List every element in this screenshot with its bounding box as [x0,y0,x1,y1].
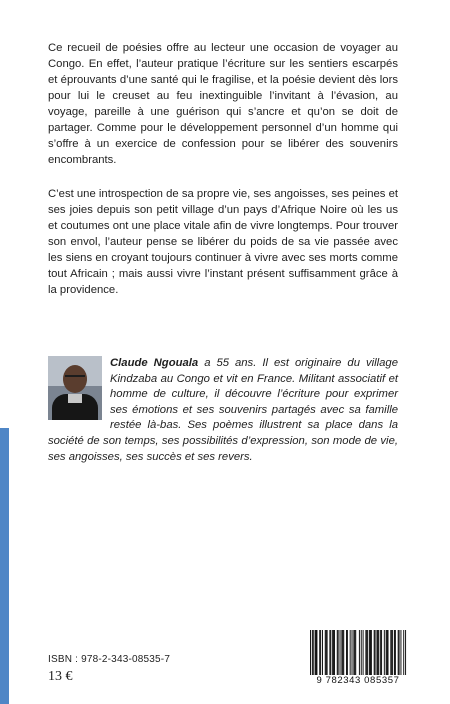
barcode-bar [395,630,396,676]
author-bio [48,356,398,465]
barcode-bar [370,630,371,676]
barcode-bar [376,630,377,676]
barcode-bar [391,630,392,676]
barcode-bar [325,630,326,676]
barcode-bar [320,630,321,676]
barcode-bar [398,630,399,676]
barcode-bar [338,630,339,676]
author-name: Claude Ngouala [110,357,199,369]
price: 13 € [48,669,73,684]
barcode-bar [363,630,364,676]
barcode-bar [366,630,367,676]
barcode-bar [381,630,382,676]
barcode-bar [334,630,335,676]
barcode-bar [350,630,351,676]
barcode-bar [312,630,313,676]
barcode-bar [316,630,317,676]
isbn-barcode [308,630,408,686]
barcode-bar [399,630,400,676]
barcode-bar [365,630,366,676]
barcode-bar [367,630,368,676]
spine-accent-stripe [0,428,9,704]
barcode-bar [354,630,355,676]
isbn-number: ISBN : 978-2-343-08535-7 [48,654,171,665]
barcode-bar [352,630,353,676]
author-bio-text: a 55 ans. Il est originaire du village Kindzaba au Congo et vit en France. Militant associatif et homme de culture, il découvre l’écriture pour exprimer ses émotions et ses souvenirs partagés avec sa famille restée là-bas. Ses poèmes illustrent sa place dans la société de son temps, ses possibilités d’expression, son mode de vie, ses angoisses, ses succès et ses revers. [48,357,399,463]
author-photo [48,356,102,420]
barcode-bars [308,630,408,676]
barcode-bar [388,630,389,676]
barcode-bar [369,630,370,676]
blurb-paragraph-2: C’est une introspection de sa propre vie, ses angoisses, ses peines et ses joies depuis son petit village d’un pays d’Afrique Noire où les us et coutumes ont une place vitale afin de vivre longtemps. Pour trouver son envol, l’auteur pense se libérer du poids de sa vie passée avec les siens en croyant toujours continuer à vivre avec ses morts comme tout Africain ; mais aussi vivre l’instant présent suffisamment grâce à la providence. [48,188,398,296]
barcode-bar [390,630,391,676]
barcode-bar [371,630,372,676]
barcode-digits: 9 782343 085357 [308,675,408,686]
barcode-bar [392,630,393,676]
barcode-bar [332,630,333,676]
barcode-bar [378,630,379,676]
barcode-bar [405,630,406,676]
barcode-bar [330,630,331,676]
barcode-bar [313,630,314,676]
barcode-bar [316,630,317,676]
barcode-bar [343,630,344,676]
barcode-bar [384,630,385,676]
barcode-bar [326,630,327,676]
barcode-bar [361,630,362,676]
barcode-bar [341,630,342,676]
barcode-bar [355,630,356,676]
barcode-bar [386,630,387,676]
barcode-bar [342,630,343,676]
barcode-bar [340,630,341,676]
barcode-bar [333,630,334,676]
barcode-bar [403,630,404,676]
barcode-bar [319,630,320,676]
barcode-bar [380,630,381,676]
barcode-bar [347,630,348,676]
barcode-bar [346,630,347,676]
barcode-bar [400,630,401,676]
barcode-bar [329,630,330,676]
barcode-bar [359,630,360,676]
barcode-bar [377,630,378,676]
barcode-bar [353,630,354,676]
barcode-bar [394,630,395,676]
barcode-bar [310,630,311,676]
barcode-bar [375,630,376,676]
barcode-bar [327,630,328,676]
barcode-bar [337,630,338,676]
barcode-bar [387,630,388,676]
barcode-bar [322,630,323,676]
barcode-bar [374,630,375,676]
barcode-bar [315,630,316,676]
blurb-paragraph-1: Ce recueil de poésies offre au lecteur une occasion de voyager au Congo. En effet, l’auteur pratique l’écriture sur les sentiers escarpés et éprouvants d’une santé qui le fragilise, et la poésie devient dès lors pour lui le creuset au feu inextinguible l’invitant à l’évasion, au voyage, pareille à une guérison qui s’ancre et qu’on se doit de partager. Comme pour le développement personnel d’un homme qui s’offre à un exercice de confession pour se libérer des souvenirs encombrants. [48,42,398,166]
